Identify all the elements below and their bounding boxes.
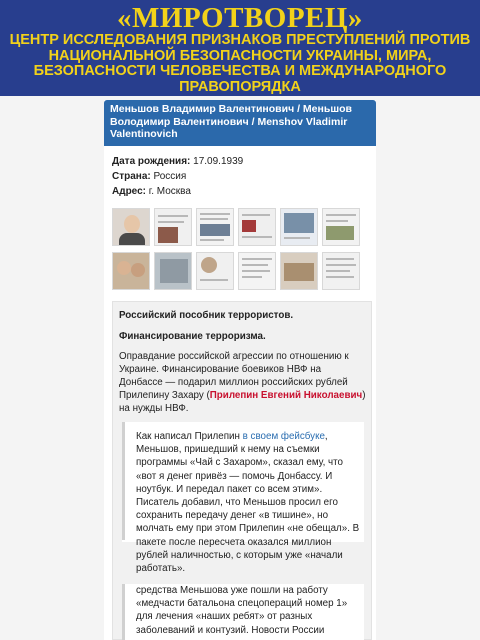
birth-label: Дата рождения: bbox=[112, 156, 191, 167]
quote-bar-2 bbox=[122, 584, 125, 640]
profile-name: Меньшов Владимир Валентинович / Меньшов Володимир Валентинович / Menshov Vladimir Valentinovich bbox=[110, 103, 352, 140]
banner-title: «МИРОТВОРЕЦ» bbox=[117, 2, 363, 34]
photo-thumbnail[interactable] bbox=[154, 252, 192, 290]
quote-text-2: средства Меньшова уже пошли на работу «медчасти батальона спецопераций номер 1» для лечения «наших ребят» от разных заболеваний и контузий. Новости России bbox=[136, 585, 348, 636]
quote-block bbox=[122, 422, 364, 575]
photo-thumbnail[interactable] bbox=[112, 252, 150, 290]
photo-thumbnail[interactable] bbox=[196, 208, 234, 246]
photo-thumbnail[interactable] bbox=[322, 208, 360, 246]
prilepin-highlight: Прилепин Евгений Николаевич bbox=[209, 390, 363, 401]
quote-block-2 bbox=[122, 584, 364, 640]
country-row bbox=[112, 169, 372, 184]
photo-thumbnail[interactable] bbox=[322, 252, 360, 290]
profile-info bbox=[112, 154, 372, 199]
photo-thumbnail[interactable] bbox=[238, 208, 276, 246]
quote-start: Как написал Прилепин bbox=[136, 431, 243, 442]
photo-gallery bbox=[112, 208, 364, 292]
photo-thumbnail[interactable] bbox=[154, 208, 192, 246]
description-line-1: Российский пособник террористов. bbox=[119, 310, 294, 321]
quote-end: , Меньшов, пришедший к нему на съемки программы «Чай с Захаром», сказал ему, что «вот я денег привёз — помочь Донбассу. И ноутбук. И передал пакет со всем этим». Писатель добавил, что Меньшов просил его сохранить передачу денег «в тишине», но молчать ему при этом Прилепин «не обещал». В пакете после пересчета оказался миллион рублей наличностью, с которым уже «начали работать». bbox=[136, 431, 360, 575]
profile-header bbox=[104, 100, 376, 146]
birth-value: 17.09.1939 bbox=[193, 156, 244, 167]
photo-thumbnail[interactable] bbox=[196, 252, 234, 290]
facebook-link[interactable]: в своем фейсбуке bbox=[242, 431, 325, 442]
description-line-2: Финансирование терроризма. bbox=[119, 331, 266, 342]
address-value: г. Москва bbox=[148, 186, 191, 197]
address-row bbox=[112, 184, 372, 199]
country-label: Страна: bbox=[112, 171, 151, 182]
photo-thumbnail[interactable] bbox=[280, 208, 318, 246]
birth-row bbox=[112, 154, 372, 169]
photo-thumbnail[interactable] bbox=[112, 208, 150, 246]
quote-text bbox=[136, 430, 360, 575]
quote-bar bbox=[122, 422, 125, 540]
address-label: Адрес: bbox=[112, 186, 146, 197]
top-banner bbox=[0, 0, 480, 96]
photo-thumbnail[interactable] bbox=[280, 252, 318, 290]
country-value: Россия bbox=[153, 171, 187, 182]
paragraph-end: ) на нужды НВФ. bbox=[119, 390, 366, 414]
paragraph-start: Оправдание российской агрессии по отношению к Украине. Финансирование боевиков НВФ на Донбассе — подарил миллион российских рублей Прилепину Захару ( bbox=[119, 351, 349, 401]
banner-subtitle: ЦЕНТР ИССЛЕДОВАНИЯ ПРИЗНАКОВ ПРЕСТУПЛЕНИЙ ПРОТИВ НАЦИОНАЛЬНОЙ БЕЗОПАСНОСТИ УКРАИНЫ, МИРА, БЕЗОПАСНОСТИ ЧЕЛОВЕЧЕСТВА И МЕЖДУНАРОДНОГО ПРАВОПОРЯДКА bbox=[9, 32, 471, 95]
description-paragraph bbox=[119, 350, 367, 415]
photo-thumbnail[interactable] bbox=[238, 252, 276, 290]
